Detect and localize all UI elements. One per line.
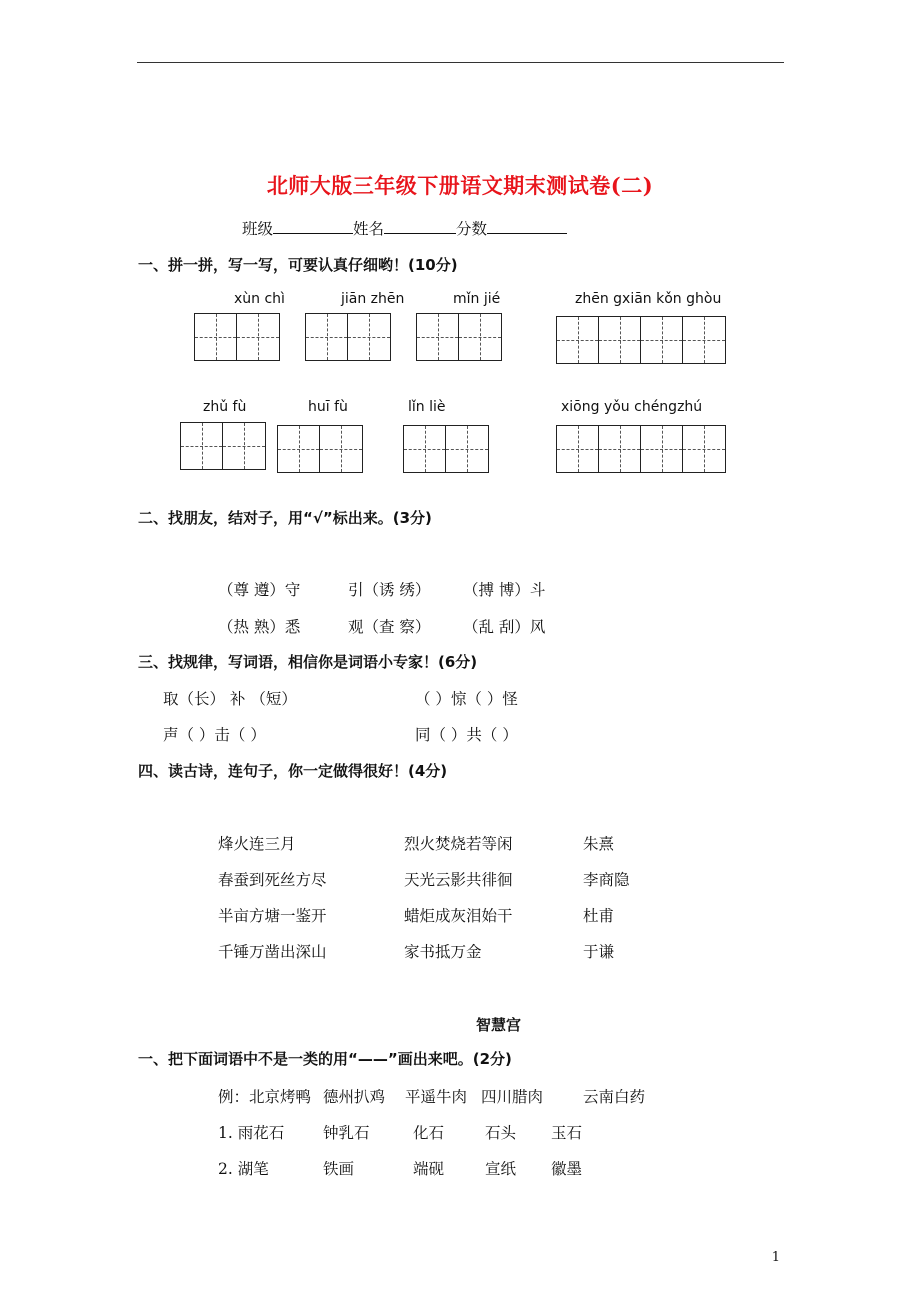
writing-grid[interactable] [556, 316, 726, 364]
poem-line[interactable]: 蜡炬成灰泪始干 [404, 907, 513, 925]
name-blank[interactable] [384, 219, 456, 234]
word-item[interactable]: 化石 [413, 1124, 445, 1142]
choice-item[interactable]: （乱 刮）风 [463, 618, 546, 636]
poem-line[interactable]: 千锤万凿出深山 [218, 943, 327, 961]
word-item: 德州扒鸡 [323, 1088, 386, 1106]
score-blank[interactable] [487, 219, 567, 234]
pinyin: zhēn gxiān kǒn ghòu [575, 291, 722, 307]
word-item[interactable]: 玉石 [551, 1124, 583, 1142]
word-item: 例：北京烤鸭 [218, 1088, 312, 1106]
page-title: 北师大版三年级下册语文期末测试卷(二) [266, 173, 654, 198]
section2-heading: 二、找朋友，结对子，用“√”标出来。(3分) [138, 509, 432, 527]
word-item: 四川腊肉 [481, 1088, 544, 1106]
word-item[interactable]: 2. 湖笔 [218, 1160, 269, 1178]
choice-item[interactable]: （搏 博）斗 [463, 581, 546, 599]
class-label: 班级 [242, 220, 274, 238]
poet-name[interactable]: 于谦 [583, 943, 615, 961]
class-blank[interactable] [273, 219, 353, 234]
pinyin: xiōng yǒu chéngzhú [561, 399, 703, 415]
writing-grid[interactable] [416, 313, 502, 361]
word-item[interactable]: 徽墨 [551, 1160, 583, 1178]
pinyin: huī fù [308, 399, 348, 415]
poem-line[interactable]: 烽火连三月 [218, 835, 296, 853]
poet-name[interactable]: 杜甫 [583, 907, 615, 925]
pattern-item[interactable]: 同（ ）共（ ） [415, 726, 518, 744]
score-label: 分数 [456, 220, 488, 238]
choice-item[interactable]: 观（查 察） [348, 618, 431, 636]
word-item[interactable]: 1. 雨花石 [218, 1124, 285, 1142]
section1-heading: 一、拼一拼，写一写，可要认真仔细哟！(10分) [138, 256, 458, 274]
writing-grid[interactable] [194, 313, 280, 361]
word-item[interactable]: 端砚 [413, 1160, 445, 1178]
pattern-item[interactable]: 声（ ）击（ ） [163, 726, 266, 744]
poem-line[interactable]: 烈火焚烧若等闲 [404, 835, 513, 853]
wisdom-heading: 一、把下面词语中不是一类的用“——”画出来吧。(2分) [138, 1050, 512, 1068]
word-item[interactable]: 铁画 [323, 1160, 355, 1178]
poem-line[interactable]: 天光云影共徘徊 [404, 871, 513, 889]
poem-line[interactable]: 半亩方塘一鉴开 [218, 907, 327, 925]
word-item[interactable]: 宣纸 [485, 1160, 517, 1178]
section4-heading: 四、读古诗，连句子，你一定做得很好！(4分) [138, 762, 448, 780]
word-item: 云南白药 [583, 1088, 646, 1106]
poet-name[interactable]: 朱熹 [583, 835, 615, 853]
header-rule [137, 62, 784, 63]
writing-grid[interactable] [403, 425, 489, 473]
word-item[interactable]: 石头 [485, 1124, 517, 1142]
pinyin: jiān zhēn [341, 291, 405, 307]
pattern-item[interactable]: （ ）惊（ ）怪 [415, 690, 518, 708]
poem-line[interactable]: 家书抵万金 [404, 943, 482, 961]
writing-grid[interactable] [305, 313, 391, 361]
section3-heading: 三、找规律，写词语，相信你是词语小专家！(6分) [138, 653, 478, 671]
poem-line[interactable]: 春蚕到死丝方尽 [218, 871, 327, 889]
choice-item[interactable]: （尊 遵）守 [218, 581, 301, 599]
pattern-item: 取（长） 补 （短） [163, 690, 297, 708]
info-line [242, 217, 567, 239]
pinyin: mǐn jié [453, 291, 501, 307]
poet-name[interactable]: 李商隐 [583, 871, 630, 889]
word-item[interactable]: 钟乳石 [323, 1124, 370, 1142]
writing-grid[interactable] [556, 425, 726, 473]
writing-grid[interactable] [277, 425, 363, 473]
pinyin: zhǔ fù [203, 399, 247, 415]
choice-item[interactable]: 引（诱 绣） [348, 581, 431, 599]
word-item: 平遥牛肉 [405, 1088, 468, 1106]
name-label: 姓名 [353, 220, 385, 238]
choice-item[interactable]: （热 熟）悉 [218, 618, 301, 636]
pinyin: xùn chì [234, 291, 285, 307]
wisdom-title: 智慧宫 [476, 1016, 522, 1034]
writing-grid[interactable] [180, 422, 266, 470]
page-number: 1 [771, 1250, 780, 1265]
pinyin: lǐn liè [408, 399, 446, 415]
